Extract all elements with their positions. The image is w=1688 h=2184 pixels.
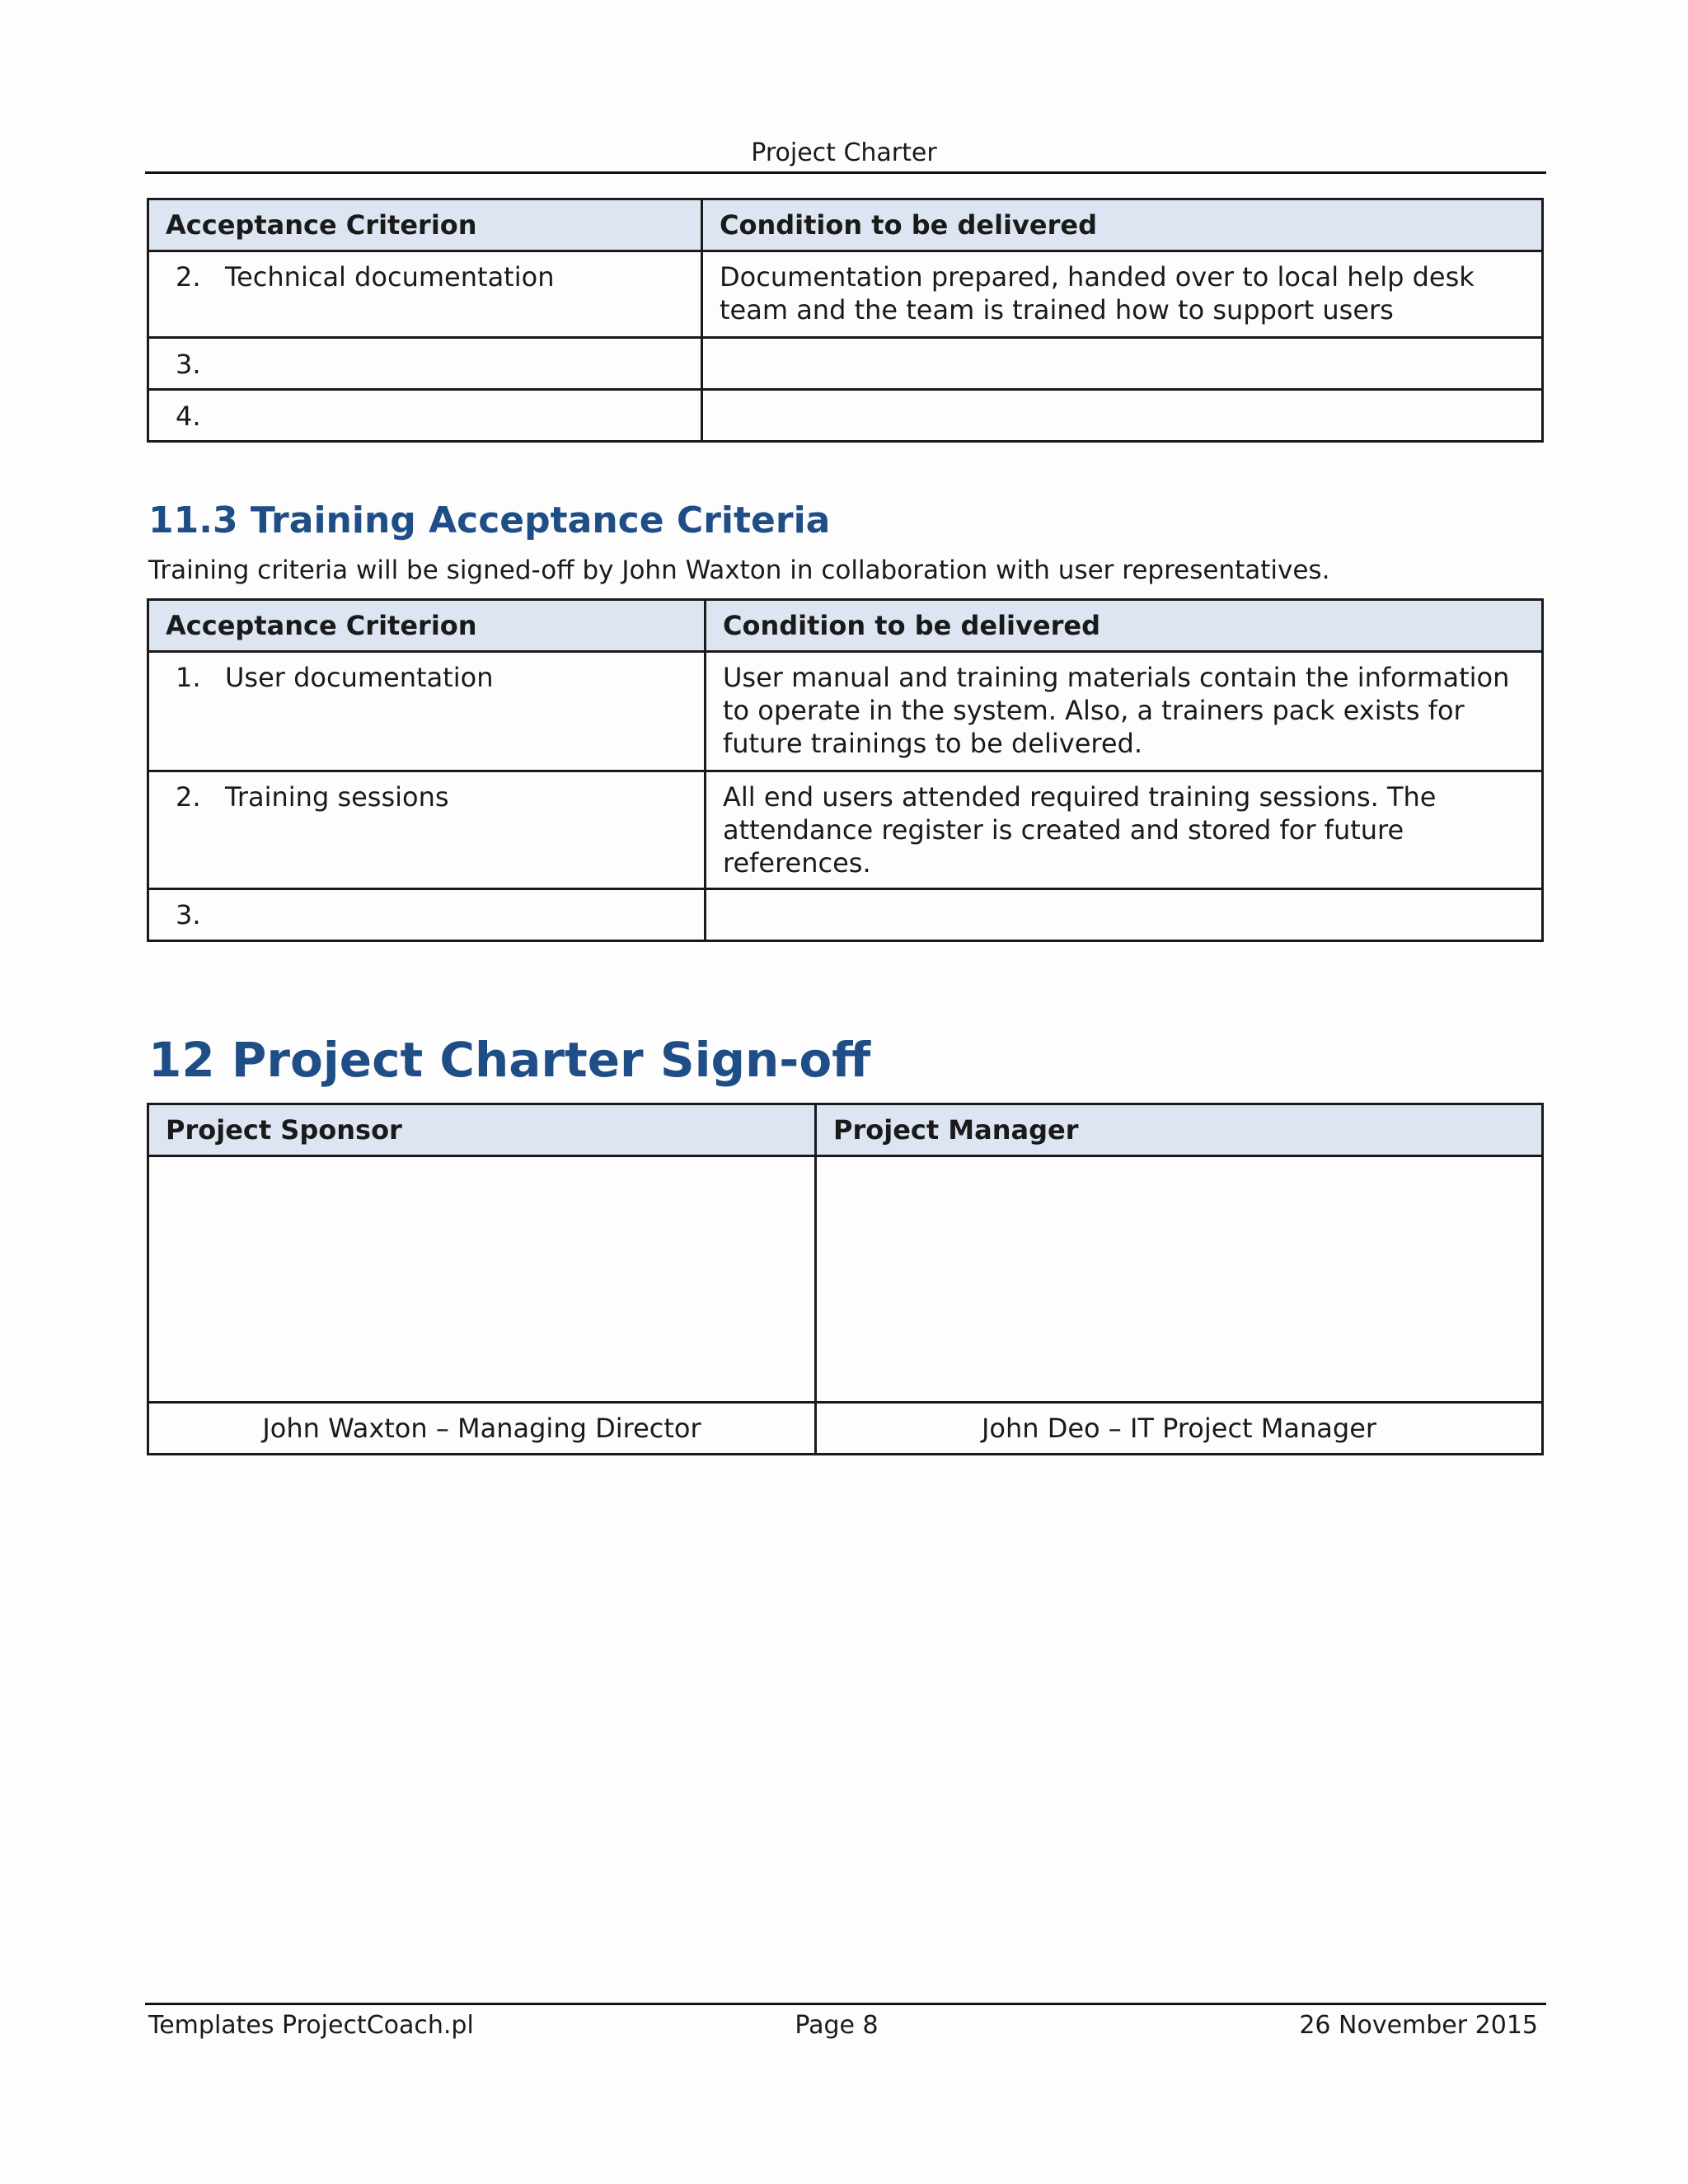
condition-cell — [702, 390, 1543, 442]
page-header-title: Project Charter — [751, 138, 937, 167]
manager-signature-box — [816, 1156, 1543, 1403]
column-header-criterion: Acceptance Criterion — [148, 600, 706, 652]
signatory-names-row — [148, 1403, 1543, 1455]
row-number: 4. — [176, 401, 201, 432]
section-description: Training criteria will be signed-off by John Waxton in collaboration with user representatives. — [148, 555, 1330, 585]
table-row — [148, 390, 1543, 442]
column-header-condition: Condition to be delivered — [702, 199, 1543, 251]
sponsor-signature-box — [148, 1156, 816, 1403]
section-heading-11-3: 11.3 Training Acceptance Criteria — [148, 499, 831, 541]
footer-page-number: Page 8 — [795, 2011, 879, 2040]
criterion-cell — [148, 251, 702, 338]
criterion-cell — [148, 771, 706, 889]
column-header-manager: Project Manager — [816, 1104, 1543, 1156]
column-header-condition: Condition to be delivered — [706, 600, 1543, 652]
column-header-criterion: Acceptance Criterion — [148, 199, 702, 251]
sponsor-name: John Waxton – Managing Director — [148, 1403, 816, 1455]
footer-divider — [145, 2003, 1546, 2005]
condition-cell: All end users attended required training sessions. The attendance register is created and stored for future references. — [706, 771, 1543, 889]
header-divider — [145, 171, 1546, 174]
footer-source: Templates ProjectCoach.pl — [148, 2011, 474, 2040]
criterion-text: Training sessions — [225, 781, 449, 813]
condition-cell — [702, 338, 1543, 390]
signature-row — [148, 1156, 1543, 1403]
table-header-row — [148, 1104, 1543, 1156]
criterion-text: Technical documentation — [225, 261, 555, 293]
row-number: 2. — [176, 781, 201, 813]
criterion-cell — [148, 390, 702, 442]
footer-date: 26 November 2015 — [1299, 2011, 1538, 2040]
row-number: 3. — [176, 899, 201, 930]
training-acceptance-table — [147, 598, 1544, 942]
table-row — [148, 652, 1543, 771]
criterion-cell — [148, 338, 702, 390]
technical-acceptance-table — [147, 198, 1544, 443]
criterion-text: User documentation — [225, 662, 494, 693]
table-row — [148, 889, 1543, 941]
table-header-row — [148, 199, 1543, 251]
table-row — [148, 338, 1543, 390]
signoff-table — [147, 1103, 1544, 1455]
section-heading-12: 12 Project Charter Sign-off — [148, 1032, 871, 1088]
table-header-row — [148, 600, 1543, 652]
condition-cell — [706, 889, 1543, 941]
column-header-sponsor: Project Sponsor — [148, 1104, 816, 1156]
condition-cell: User manual and training materials contain the information to operate in the system. Also, a trainers pack exists for future trainings to be delivered. — [706, 652, 1543, 771]
row-number: 3. — [176, 349, 201, 380]
manager-name: John Deo – IT Project Manager — [816, 1403, 1543, 1455]
row-number: 2. — [176, 261, 201, 293]
criterion-cell — [148, 889, 706, 941]
table-row — [148, 251, 1543, 338]
condition-cell: Documentation prepared, handed over to local help desk team and the team is trained how to support users — [702, 251, 1543, 338]
table-row — [148, 771, 1543, 889]
criterion-cell — [148, 652, 706, 771]
row-number: 1. — [176, 662, 201, 693]
